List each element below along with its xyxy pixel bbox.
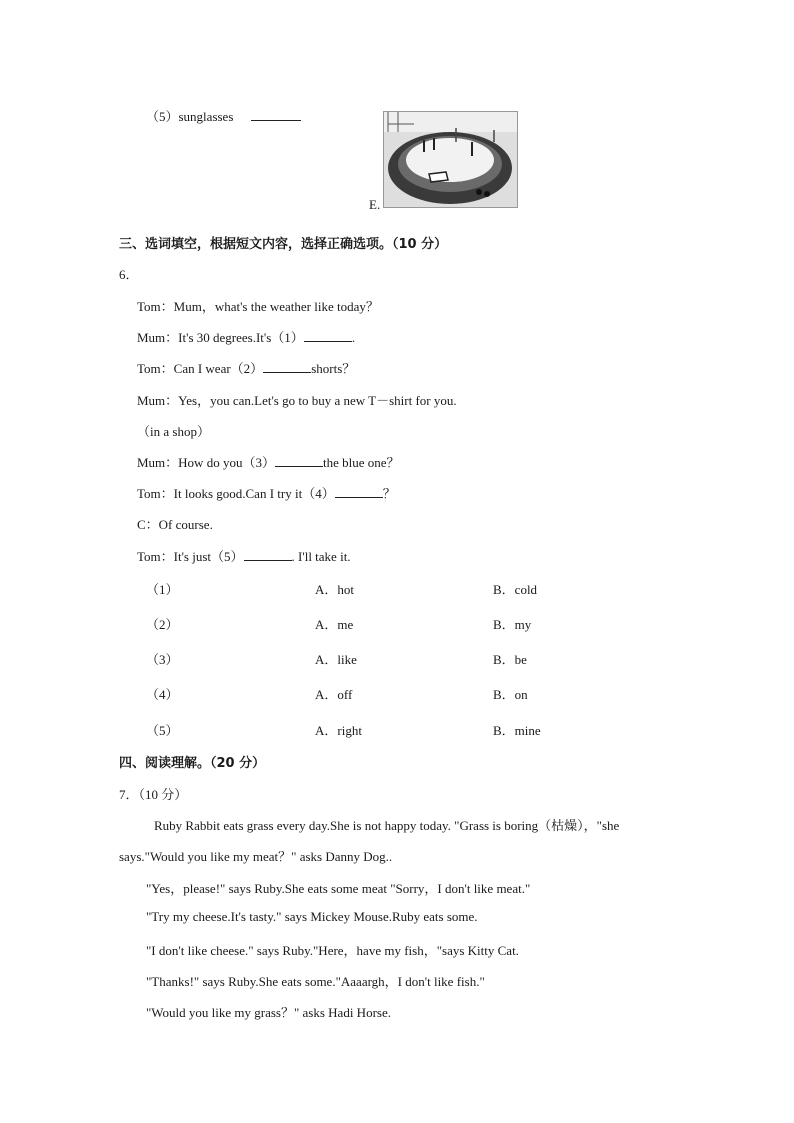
dialogue-line: [137, 421, 210, 440]
running-track-image: [383, 111, 518, 208]
image-label: E.: [369, 197, 381, 212]
dialogue-text: Tom：Mum，what's the weather like today？: [137, 299, 379, 314]
answer-blank: [304, 329, 352, 342]
dialogue-line: [137, 327, 355, 346]
dialogue-text: . I'll take it.: [291, 549, 351, 564]
dialogue-text: .: [351, 330, 356, 345]
dialogue-text: Tom：It looks good.Can I try it（4）: [137, 486, 335, 501]
option-b[interactable]: B．my: [493, 617, 532, 632]
dialogue-line: [137, 452, 400, 471]
dialogue-text: the blue one？: [322, 455, 400, 470]
dialogue-text: ？: [382, 486, 396, 501]
dialogue-text: （in a shop）: [137, 424, 210, 439]
option-a[interactable]: A．off: [315, 687, 353, 702]
passage-line: "Would you like my grass？" asks Hadi Horse.: [146, 1005, 391, 1020]
dialogue-text: Mum：How do you（3）: [137, 455, 275, 470]
dialogue-text: C：Of course.: [137, 517, 213, 532]
item-5: [146, 106, 301, 125]
option-b[interactable]: B．be: [493, 652, 527, 667]
dialogue-text: shorts？: [311, 361, 356, 376]
section-3-heading: 三、选词填空，根据短文内容，选择正确选项。（10 分）: [119, 237, 448, 252]
passage-line: "I don't like cheese." says Ruby."Here，have my fish，"says Kitty Cat.: [146, 943, 519, 958]
dialogue-line: [137, 296, 379, 315]
dialogue-line: [137, 390, 457, 409]
option-b[interactable]: B．cold: [493, 582, 538, 597]
option-number: （2）: [146, 617, 179, 632]
dialogue-text: Tom：It's just（5）: [137, 549, 244, 564]
answer-blank: [244, 548, 292, 561]
passage-line: "Yes，please!" says Ruby.She eats some meat "Sorry，I don't like meat.": [146, 881, 531, 896]
option-a[interactable]: A．like: [315, 652, 357, 667]
passage-line: "Try my cheese.It's tasty." says Mickey Mouse.Ruby eats some.: [146, 909, 478, 924]
option-a[interactable]: A．hot: [315, 582, 355, 597]
answer-blank: [251, 108, 301, 121]
dialogue-line: [137, 483, 396, 502]
answer-blank: [263, 360, 311, 373]
passage-line: says."Would you like my meat？" asks Danny Dog..: [119, 849, 393, 864]
dialogue-text: Mum：It's 30 degrees.It's（1）: [137, 330, 304, 345]
option-a[interactable]: A．right: [315, 723, 362, 738]
question-6-number: 6．: [119, 267, 139, 282]
option-number: （1）: [146, 582, 179, 597]
passage-line: Ruby Rabbit eats grass every day.She is not happy today. "Grass is boring（枯燥），"she: [154, 818, 620, 833]
dialogue-line: [137, 514, 213, 533]
option-b[interactable]: B．on: [493, 687, 528, 702]
option-number: （3）: [146, 652, 179, 667]
passage-line: "Thanks!" says Ruby.She eats some."Aaaargh，I don't like fish.": [146, 974, 485, 989]
section-4-heading: 四、阅读理解。（20 分）: [119, 756, 266, 771]
dialogue-line: [137, 358, 355, 377]
answer-blank: [275, 454, 323, 467]
answer-blank: [335, 485, 383, 498]
dialogue-text: Tom：Can I wear（2）: [137, 361, 264, 376]
dialogue-text: Mum：Yes，you can.Let's go to buy a new T－shirt for you.: [137, 393, 457, 408]
question-7-number: 7．（10 分）: [119, 787, 188, 802]
dialogue-line: [137, 546, 351, 565]
option-a[interactable]: A．me: [315, 617, 354, 632]
item-5-label: （5）sunglasses: [146, 109, 234, 124]
option-number: （5）: [146, 723, 179, 738]
option-b[interactable]: B．mine: [493, 723, 541, 738]
option-number: （4）: [146, 687, 179, 702]
